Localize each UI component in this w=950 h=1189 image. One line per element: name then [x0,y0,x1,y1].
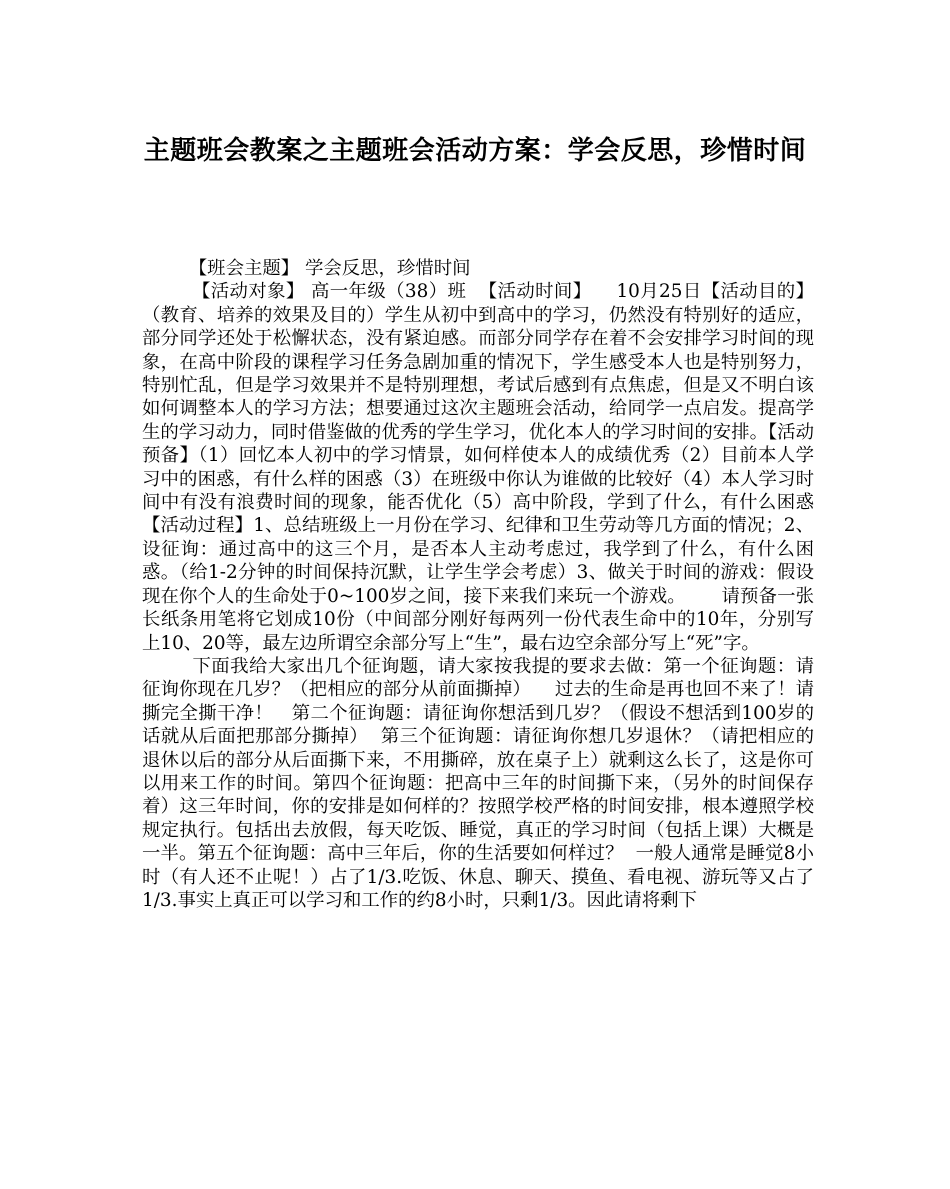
paragraph-activity-details: 【活动对象】 高一年级（38）班 【活动时间】 10月25日【活动目的】（教育、培养的效果及目的）学生从初中到高中的学习，仍然没有特别好的适应，部分同学还处于松懈状态，没有紧迫感。而部分同学存在着不会安排学习时间的现象，在高中阶段的课程学习任务急剧加重的情况下，学生感受本人也是特别努力，特别忙乱，但是学习效果并不是特别理想，考试后感到有点焦虑，但是又不明白该如何调整本人的学习方法；想要通过这次主题班会活动，给同学一点启发。提高学生的学习动力，同时借鉴做的优秀的学生学习，优化本人的学习时间的安排。【活动预备】（1）回忆本人初中的学习情景，如何样使本人的成绩优秀（2）目前本人学习中的困惑，有什么样的困惑（3）在班级中你认为谁做的比较好（4）本人学习时间中有没有浪费时间的现象，能否优化（5）高中阶段，学到了什么，有什么困惑【活动过程】1、总结班级上一月份在学习、纪律和卫生劳动等几方面的情况；2、设征询：通过高中的这三个月，是否本人主动考虑过，我学到了什么，有什么困惑。（给1-2分钟的时间保持沉默，让学生学会考虑）3、做关于时间的游戏：假设现在你个人的生命处于0~100岁之间，接下来我们来玩一个游戏。 请预备一张长纸条用笔将它划成10份（中间部分刚好每两列一份代表生命中的10年，分别写上10、20等，最左边所谓空余部分写上“生”，最右边空余部分写上“死”字。 [142,281,814,654]
document-title: 主题班会教案之主题班会活动方案：学会反思，珍惜时间 [143,136,807,166]
paragraph-questions: 下面我给大家出几个征询题，请大家按我提的要求去做：第一个征询题：请征询你现在几岁？（把相应的部分从前面撕掉） 过去的生命是再也回不来了！请撕完全撕干净！ 第二个征询题：请征询你想活到几岁？（假设不想活到100岁的话就从后面把那部分撕掉） 第三个征询题：请征询你想几岁退休？（请把相应的退休以后的部分从后面撕下来，不用撕碎，放在桌子上）就剩这么长了，这是你可以用来工作的时间。第四个征询题：把高中三年的时间撕下来，（另外的时间保存着）这三年时间，你的安排是如何样的？按照学校严格的时间安排，根本遵照学校规定执行。包括出去放假，每天吃饭、睡觉，真正的学习时间（包括上课）大概是一半。第五个征询题：高中三年后，你的生活要如何样过？ 一般人通常是睡觉8小时（有人还不止呢！）占了1/3.吃饭、休息、聊天、摸鱼、看电视、游玩等又占了1/3.事实上真正可以学习和工作的约8小时，只剩1/3。因此请将剩下 [142,655,814,911]
paragraph-theme: 【班会主题】 学会反思，珍惜时间 [142,258,471,279]
document-body [142,257,814,912]
